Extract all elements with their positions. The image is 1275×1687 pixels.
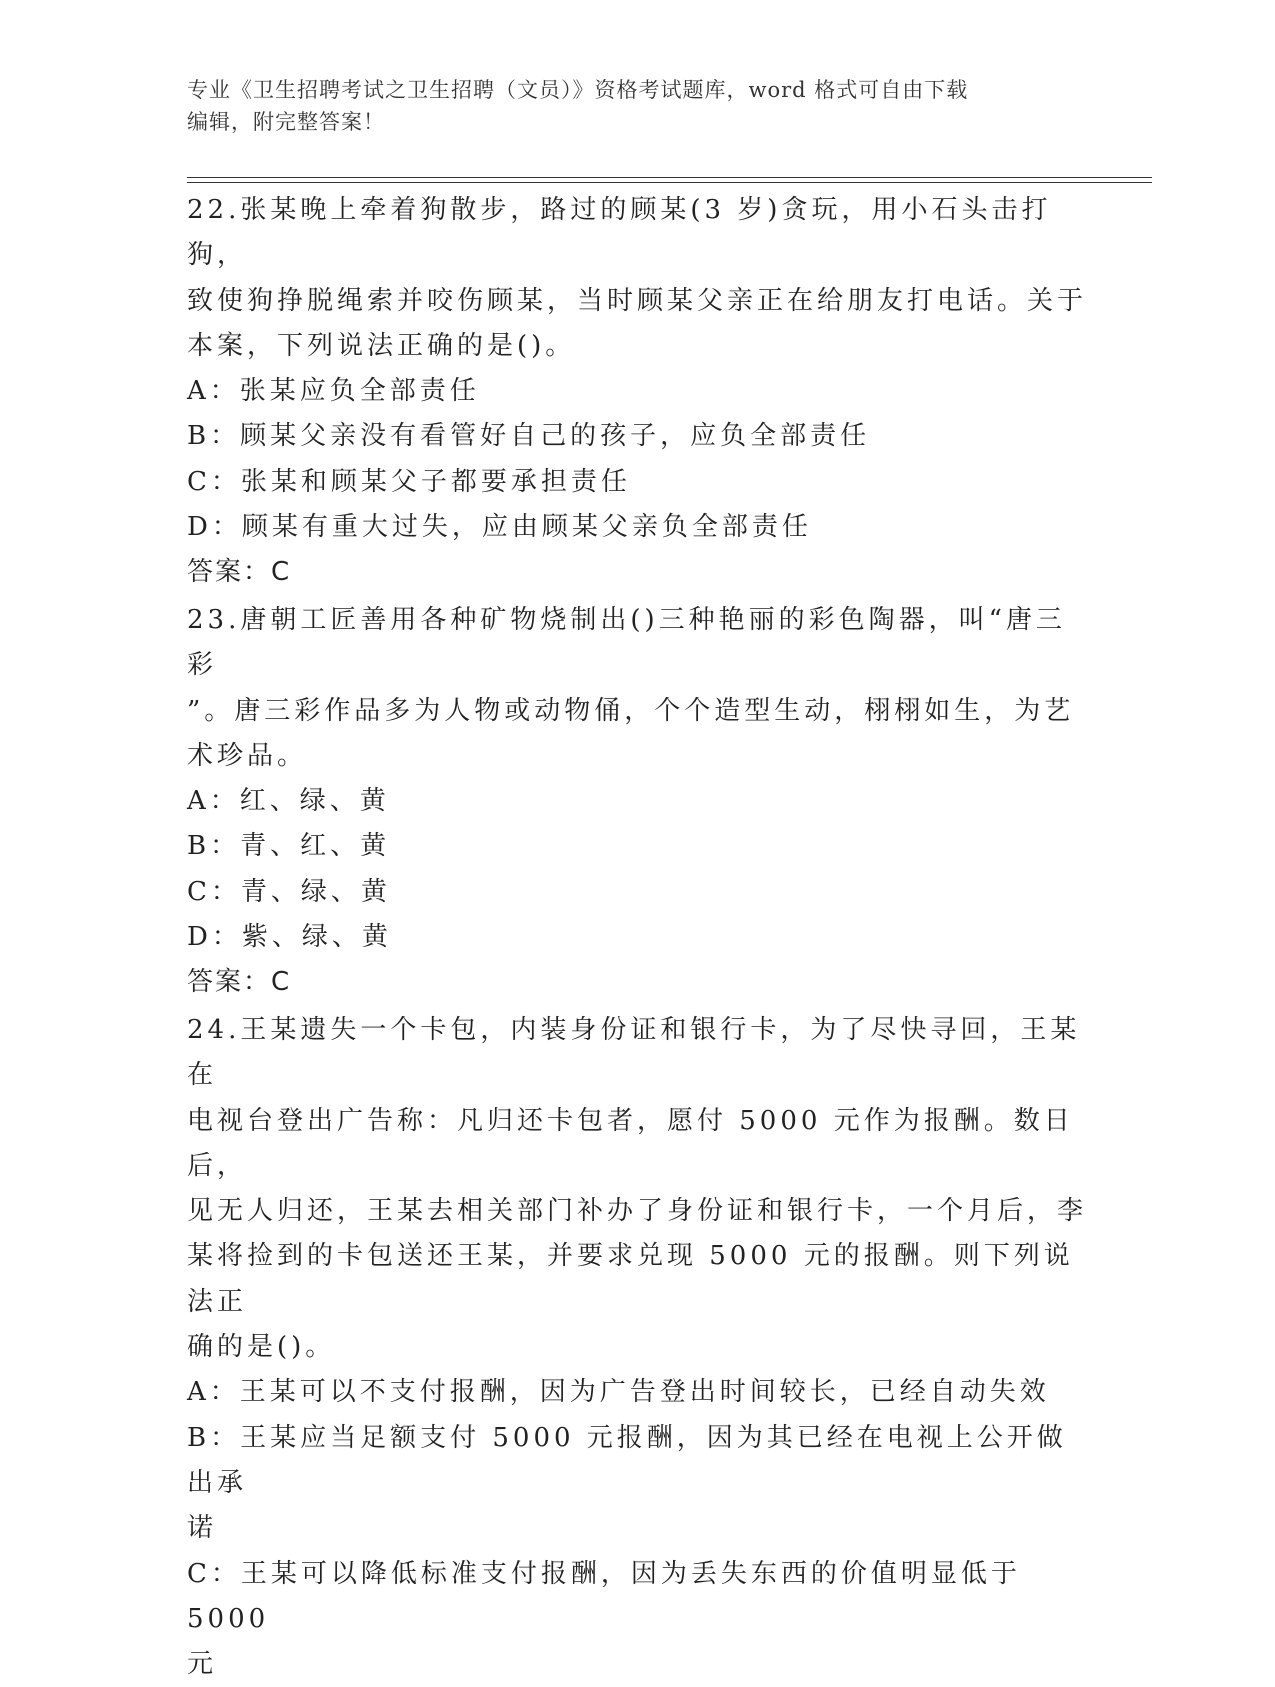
question-stem-line: 24.王某遗失一个卡包，内装身份证和银行卡，为了尽快寻回，王某在: [187, 1015, 1081, 1091]
header-divider: [187, 177, 1152, 178]
question-stem-line: 见无人归还，王某去相关部门补办了身份证和银行卡，一个月后，李: [187, 1196, 1088, 1227]
question-stem-line: ”。唐三彩作品多为人物或动物俑，个个造型生动，栩栩如生，为艺: [187, 695, 1075, 726]
question-22: [187, 188, 1087, 596]
option-b: B：王某应当足额支付 5000 元报酬，因为其已经在电视上公开做出承: [187, 1422, 1067, 1498]
option-c-continued: 元: [187, 1649, 218, 1680]
header-divider: [187, 182, 1152, 183]
question-stem-line: 确的是()。: [187, 1332, 336, 1363]
option-b: B：顾某父亲没有看管好自己的孩子，应负全部责任: [187, 421, 871, 452]
question-23: [187, 598, 1087, 1006]
option-c: C：青、绿、黄: [187, 876, 391, 907]
option-b-continued: 诺: [187, 1513, 218, 1544]
question-stem-line: 23.唐朝工匠善用各种矿物烧制出()三种艳丽的彩色陶器，叫“唐三彩: [187, 605, 1066, 681]
header-line: 编辑，附完整答案！: [187, 110, 385, 134]
header-line: 专业《卫生招聘考试之卫生招聘（文员）》资格考试题库，word 格式可自由下载: [187, 78, 969, 102]
option-c: C：张某和顾某父子都要承担责任: [187, 466, 631, 497]
option-d: D：紫、绿、黄: [187, 922, 392, 953]
question-stem-line: 某将捡到的卡包送还王某，并要求兑现 5000 元的报酬。则下列说法正: [187, 1241, 1074, 1317]
document-header: [187, 74, 1067, 138]
question-stem-line: 电视台登出广告称：凡归还卡包者，愿付 5000 元作为报酬。数日后，: [187, 1105, 1074, 1181]
answer-line: 答案：C: [187, 557, 292, 588]
option-a: A：张某应负全部责任: [187, 376, 480, 407]
question-stem-line: 致使狗挣脱绳索并咬伤顾某，当时顾某父亲正在给朋友打电话。关于: [187, 285, 1088, 316]
question-24: [187, 1008, 1087, 1687]
question-stem-line: 本案，下列说法正确的是()。: [187, 330, 576, 361]
option-d: D：顾某有重大过失，应由顾某父亲负全部责任: [187, 512, 812, 543]
option-b: B：青、红、黄: [187, 831, 391, 862]
question-stem-line: 术珍品。: [187, 740, 308, 771]
question-stem-line: 22.张某晚上牵着狗散步，路过的顾某(3 岁)贪玩，用小石头击打狗，: [187, 195, 1052, 271]
answer-line: 答案：C: [187, 967, 292, 998]
option-a: A：红、绿、黄: [187, 786, 390, 817]
option-a: A：王某可以不支付报酬，因为广告登出时间较长，已经自动失效: [187, 1377, 1050, 1408]
option-c: C：王某可以降低标准支付报酬，因为丢失东西的价值明显低于 5000: [187, 1558, 1021, 1634]
